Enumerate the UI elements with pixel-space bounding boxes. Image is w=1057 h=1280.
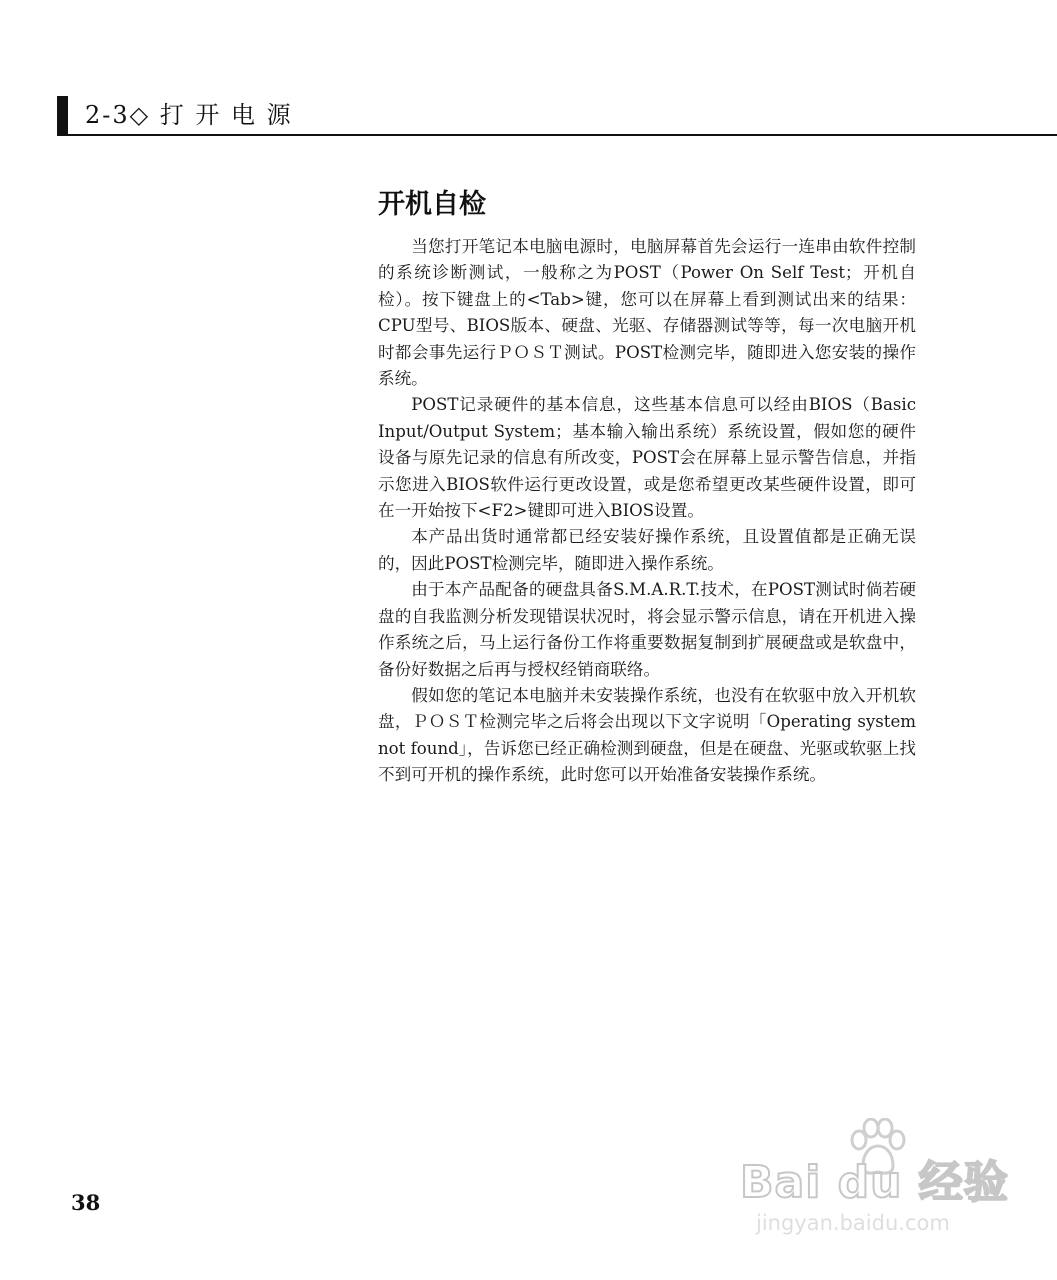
baidu-jingyan-url: jingyan.baidu.com	[756, 1211, 950, 1235]
header-marker-bar	[57, 96, 68, 136]
section-title: 开机自检	[378, 189, 486, 220]
paragraph-post-bios: POST记录硬件的基本信息，这些基本信息可以经由BIOS（Basic Input/Output System；基本输入输出系统）系统设置，假如您的硬件设备与原先记录的信息有所改变，POST会在屏幕上显示警告信息，并指示您进入BIOS软件运行更改设置，或是您希望更改某些硬件设置，即可在一开始按下<F2>键即可进入BIOS设置。	[378, 395, 916, 521]
header-divider	[57, 134, 1057, 136]
chapter-header-title: 2-3◇ 打 开 电 源	[85, 101, 293, 129]
paragraph-post-intro: 当您打开笔记本电脑电源时，电脑屏幕首先会运行一连串由软件控制的系统诊断测试，一般称之为POST（Power On Self Test；开机自检）。按下键盘上的<Tab>键，您可以在屏幕上看到测试出来的结果：CPU型号、BIOS版本、硬盘、光驱、存储器测试等等，每一次电脑开机时都会事先运行ＰＯＳＴ测试。POST检测完毕，随即进入您安装的操作系统。	[378, 237, 916, 389]
paragraph-preinstalled-os: 本产品出货时通常都已经安装好操作系统，且设置值都是正确无误的，因此POST检测完毕，随即进入操作系统。	[378, 527, 916, 573]
body-text	[378, 234, 916, 789]
paragraph-smart-disk: 由于本产品配备的硬盘具备S.M.A.R.T.技术，在POST测试时倘若硬盘的自我监测分析发现错误状况时，将会显示警示信息，请在开机进入操作系统之后，马上运行备份工作将重要数据复制到扩展硬盘或是软盘中，备份好数据之后再与授权经销商联络。	[378, 580, 916, 679]
page-number: 38	[71, 1190, 101, 1215]
baidu-jingyan-logo-text: Bai du 经验	[740, 1157, 1009, 1208]
baidu-jingyan-watermark	[740, 1118, 1009, 1243]
paragraph-no-os: 假如您的笔记本电脑并未安装操作系统，也没有在软驱中放入开机软盘，ＰＯＳＴ检测完毕之后将会出现以下文字说明「Operating system not found」，告诉您已经正确检测到硬盘，但是在硬盘、光驱或软驱上找不到可开机的操作系统，此时您可以开始准备安装操作系统。	[378, 685, 916, 785]
